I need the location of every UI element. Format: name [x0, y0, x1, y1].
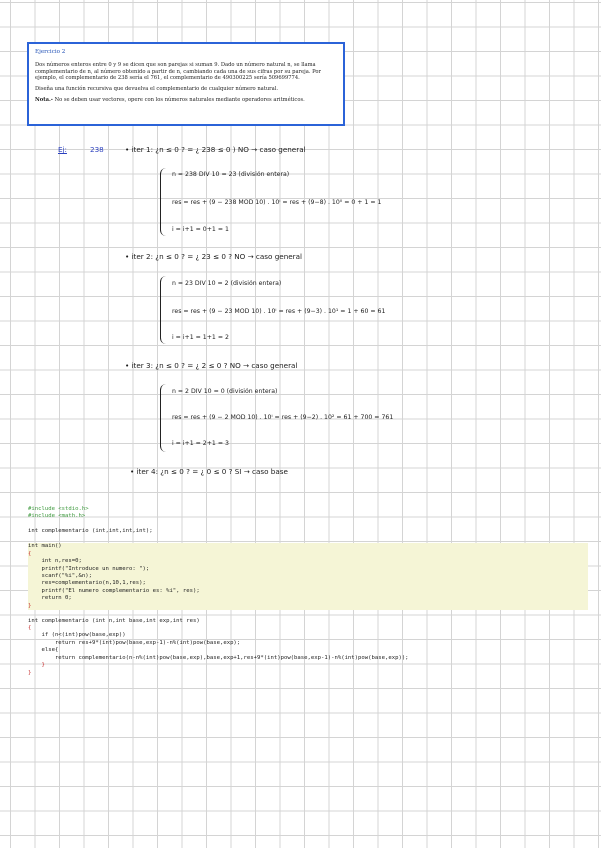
- code-line-return-zero: return 0;: [28, 595, 588, 602]
- code-line-main-signature: int main(): [28, 543, 588, 550]
- code-line-return-base-case: return res+9*(int)pow(base,exp-1)-n%(int)pow(base,exp);: [28, 639, 241, 646]
- iteration-3-line-2: res = res + (9 − 2 MOD 10) . 10ⁱ = res + (9−2) . 10² = 61 + 700 = 761: [172, 414, 394, 421]
- exercise-note-label: Nota.-: [35, 97, 53, 104]
- iteration-1-brace: [160, 168, 166, 236]
- exercise-title: Ejercicio 2: [35, 49, 66, 55]
- code-line-main-open-brace: {: [28, 551, 588, 558]
- code-line-else-close-brace: }: [28, 662, 45, 669]
- iteration-1-line-1: n = 238 DIV 10 = 23 (división entera): [172, 171, 290, 178]
- iteration-2-line-1: n = 23 DIV 10 = 2 (división entera): [172, 280, 282, 287]
- iteration-2-line-2: res = res + (9 − 23 MOD 10) . 10ⁱ = res + (9−3) . 10¹ = 1 + 60 = 61: [172, 308, 386, 315]
- code-line-printf-result: printf("El numero complementario es: %i", res);: [28, 588, 588, 595]
- iteration-1-line-3: i = i+1 = 0+1 = 1: [172, 226, 229, 233]
- iteration-1-header: • iter 1: ¿n ≤ 0 ? = ¿ 238 ≤ 0 ) NO → caso general: [125, 145, 306, 154]
- code-line-include-math: #include <math.h>: [28, 513, 86, 520]
- code-line-func-open-brace: {: [28, 625, 32, 631]
- exercise-note: [35, 97, 337, 103]
- iteration-2-line-3: i = i+1 = 1+1 = 2: [172, 334, 229, 341]
- code-line-func-close-brace: }: [28, 669, 32, 676]
- example-label: Ej:: [58, 145, 67, 154]
- code-listing: [28, 506, 588, 677]
- code-line-scanf: scanf("%i",&n);: [28, 573, 588, 580]
- code-line-include-stdio: #include <stdio.h>: [28, 506, 89, 512]
- iteration-3-header: • iter 3: ¿n ≤ 0 ? = ¿ 2 ≤ 0 ? NO → caso general: [125, 361, 298, 370]
- iteration-3-brace: [160, 384, 166, 452]
- exercise-paragraph-1: Dos números enteros entre 0 y 9 se dicen que son parejas si suman 9. Dado un número natural n, se llama complementario de n, al número obtenido a partir de n, cambiando cada una de sus cifras por su pareja. Por ejemplo, el complementario de 238 sería el 761, el complementario de 490300225 sería 509699774.: [35, 62, 321, 81]
- code-line-prototype: int complementario (int,int,int,int);: [28, 528, 153, 535]
- code-blank-line: [28, 521, 588, 528]
- iteration-2-brace: [160, 276, 166, 344]
- code-line-printf-prompt: printf("Introduce un numero: ");: [28, 566, 588, 573]
- exercise-note-text: No se deben usar vectores, opere con los números naturales mediante operadores aritméticos.: [52, 97, 305, 104]
- code-line-if-condition: if (n<(int)pow(base,exp)): [28, 632, 126, 639]
- code-line-call-complementario: res=complementario(n,10,1,res);: [28, 580, 588, 587]
- code-blank-line: [28, 610, 588, 617]
- iteration-1-line-2: res = res + (9 − 238 MOD 10) . 10ⁱ = res + (9−8) . 10⁰ = 0 + 1 = 1: [172, 199, 382, 206]
- iteration-2-header: • iter 2: ¿n ≤ 0 ? = ¿ 23 ≤ 0 ? NO → caso general: [125, 252, 303, 261]
- exercise-statement-box: [27, 42, 345, 126]
- iteration-4-header: • iter 4: ¿n ≤ 0 ? = ¿ 0 ≤ 0 ? SI → caso base: [130, 467, 288, 476]
- code-blank-line: [28, 536, 588, 543]
- iteration-3-line-3: i = i+1 = 2+1 = 3: [172, 440, 229, 447]
- code-line-return-recursive: return complementario(n-n%(int)pow(base,exp),base,exp+1,res+9*(int)pow(base,exp-1)-n%(int)pow(base,exp));: [28, 654, 409, 661]
- code-line-declare-vars: int n,res=0;: [28, 558, 588, 565]
- example-value: 238: [90, 145, 104, 154]
- exercise-paragraph-2: Diseña una función recursiva que devuelva el complementario de cualquier número natural.: [35, 86, 279, 93]
- code-line-else: else{: [28, 647, 59, 654]
- code-line-func-signature: int complementario (int n,int base,int exp,int res): [28, 617, 200, 624]
- iteration-3-line-1: n = 2 DIV 10 = 0 (división entera): [172, 388, 278, 395]
- code-line-main-close-brace: }: [28, 603, 588, 610]
